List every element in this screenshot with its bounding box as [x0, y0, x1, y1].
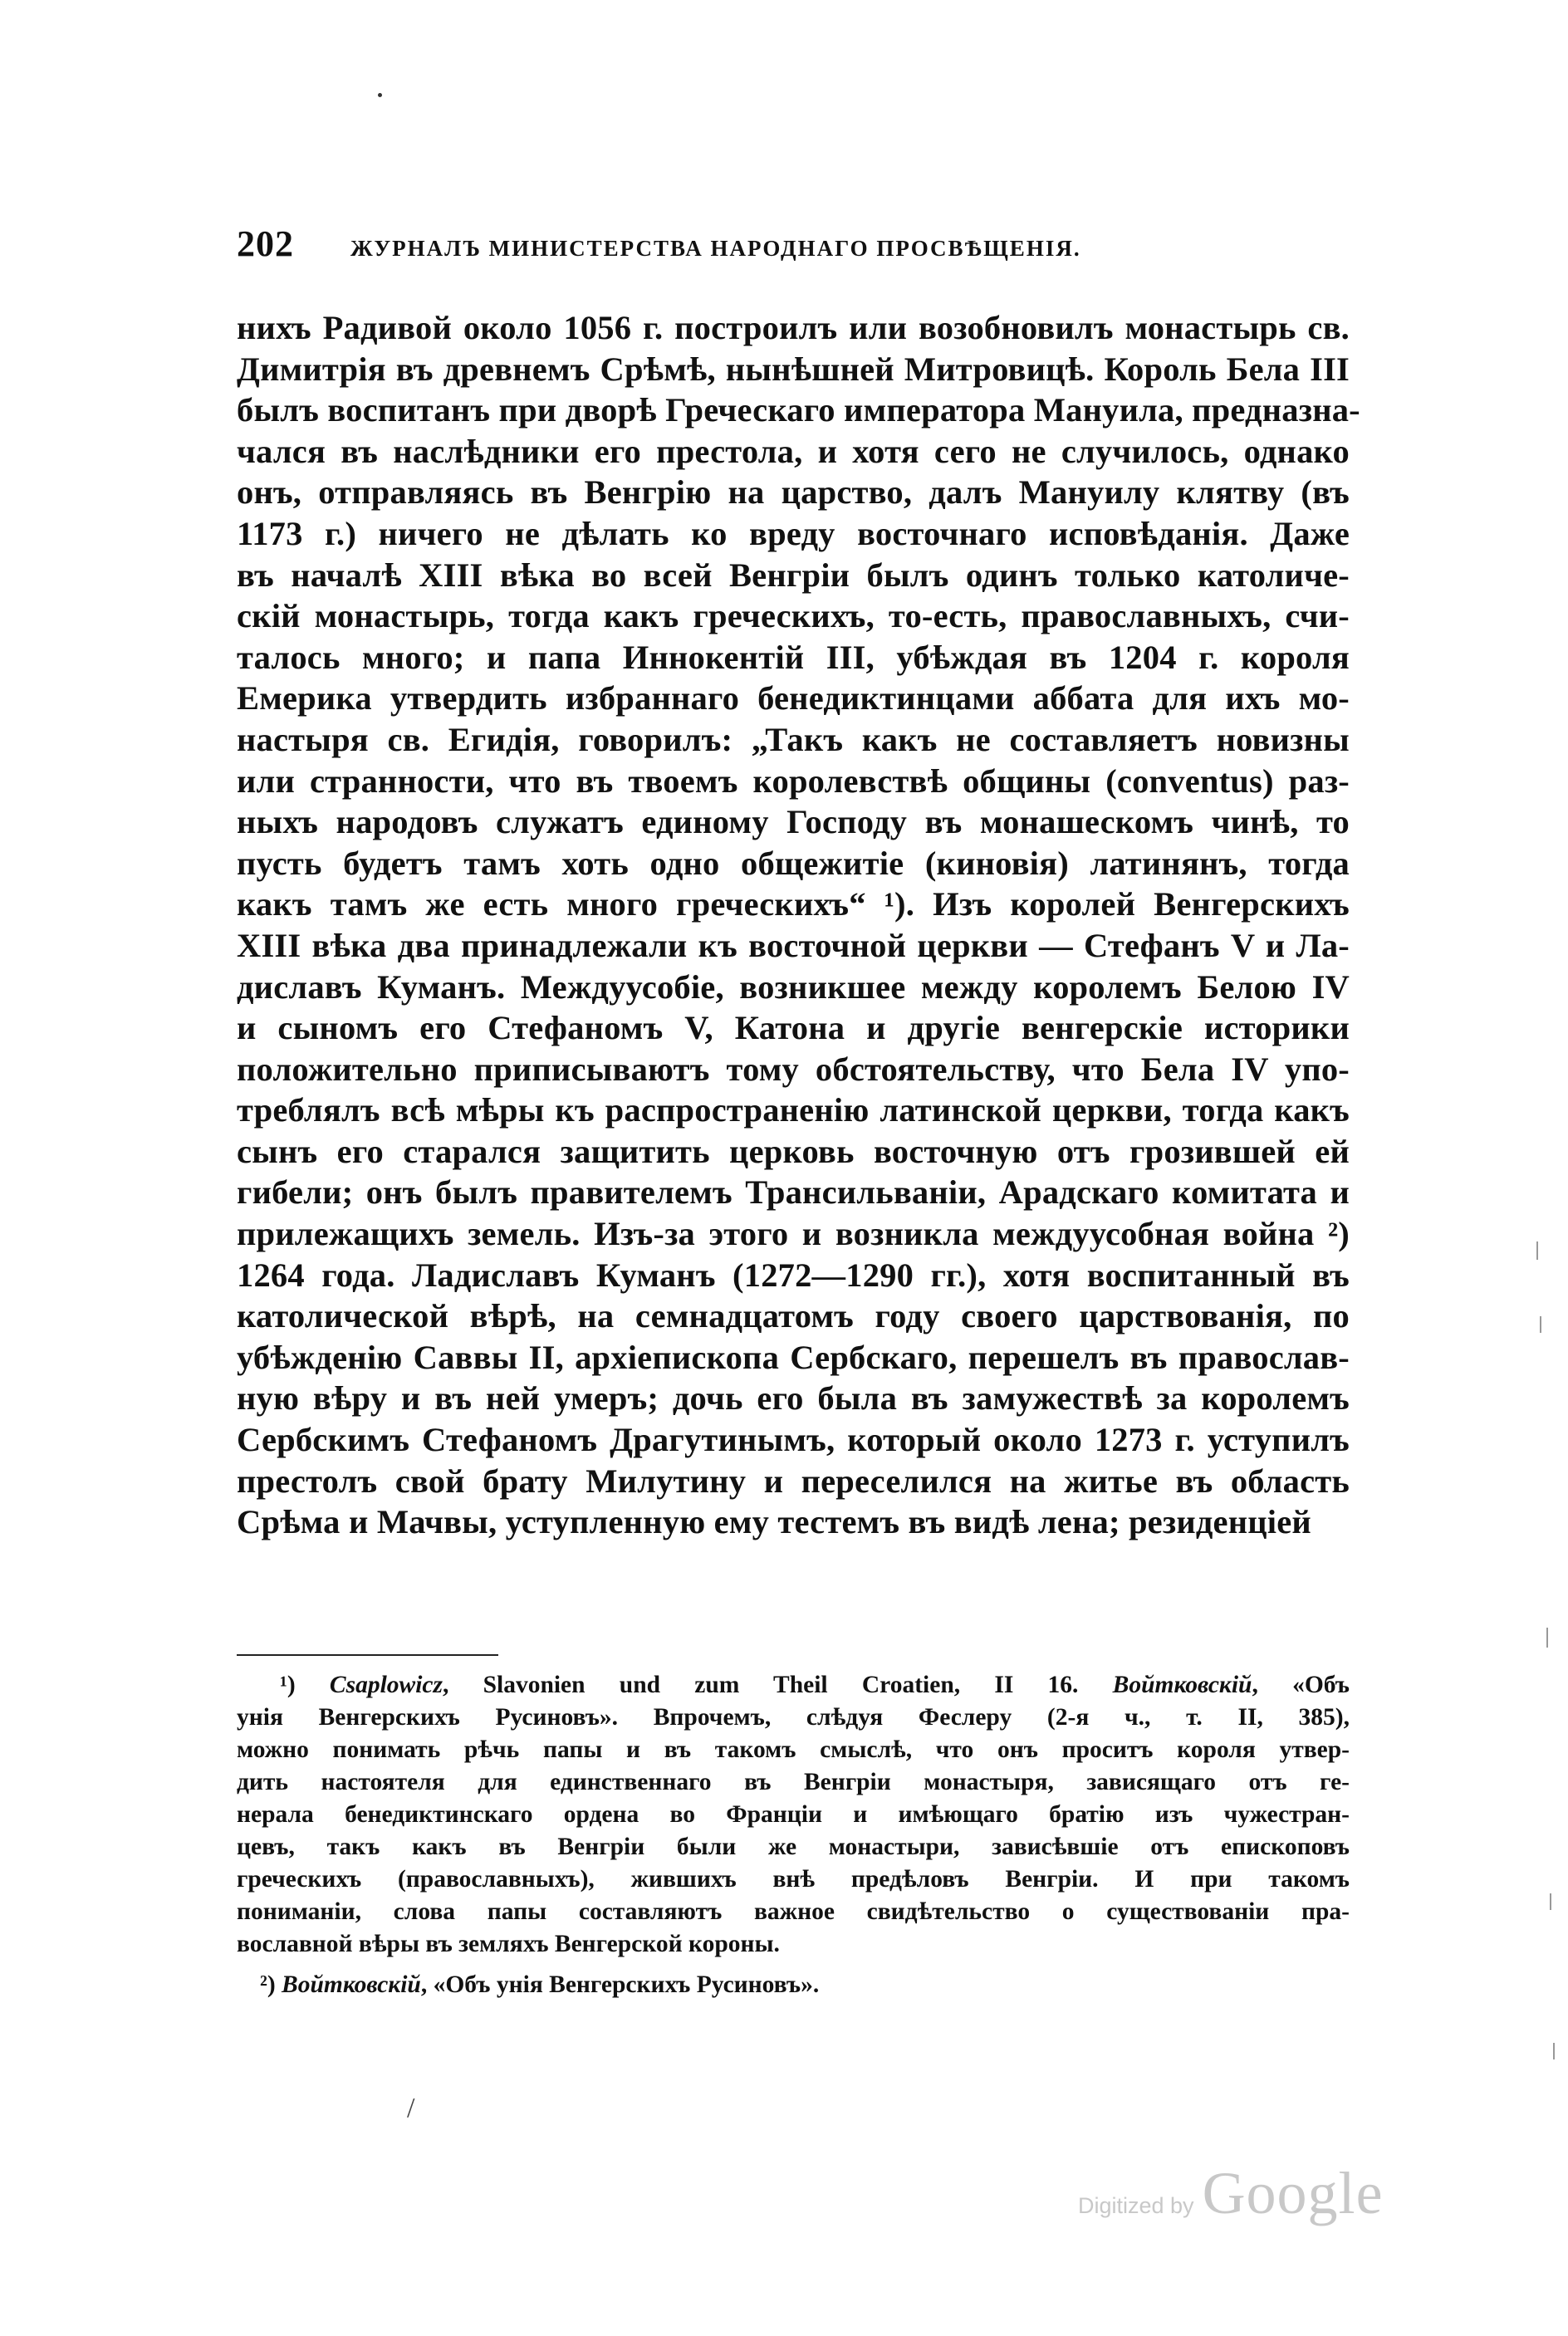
- text-line: католической вѣрѣ, на семнадцатомъ году своего царствованія, по: [237, 1297, 1350, 1335]
- text-line: настыря св. Егидія, говорилъ: „Такъ какъ не составляетъ новизны: [237, 720, 1350, 758]
- watermark-prefix: Digitized by: [1078, 2193, 1194, 2218]
- footnote-1-title-start: , «Объ: [1252, 1672, 1350, 1698]
- margin-tick: [1540, 1316, 1541, 1333]
- footnote-1-author: Csaplowicz: [329, 1672, 443, 1698]
- text-line: какъ тамъ же есть много греческихъ“ ¹). Изъ королей Венгерскихъ: [237, 885, 1350, 923]
- text-line: престолъ свой брату Милутину и переселился на житье въ область: [237, 1462, 1350, 1500]
- margin-tick: [1546, 1628, 1548, 1648]
- text-line: ную вѣру и въ ней умеръ; дочь его была въ замужествѣ за королемъ: [237, 1379, 1350, 1418]
- text-line: былъ воспитанъ при дворѣ Греческаго императора Мануила, предназна-: [237, 391, 1360, 429]
- text-line: прилежащихъ земель. Изъ-за этого и возникла междуусобная война ²): [237, 1215, 1350, 1253]
- footnote-2-author: Войтковскій: [282, 1971, 421, 1998]
- footnote-divider: [237, 1654, 498, 1656]
- margin-tick: [1553, 2043, 1555, 2059]
- text-line: треблялъ всѣ мѣры къ распространенію латинской церкви, тогда какъ: [237, 1091, 1350, 1129]
- text-line: положительно приписываютъ тому обстоятельству, что Бела IV упо-: [237, 1050, 1350, 1088]
- text-line: скій монастырь, тогда какъ греческихъ, то-есть, православныхъ, счи-: [237, 597, 1350, 635]
- text-line: или странности, что въ твоемъ королевствѣ общины (conventus) раз-: [237, 762, 1350, 800]
- text-line: XIII вѣка два принадлежали къ восточной церкви — Стефанъ V и Ла-: [237, 926, 1350, 964]
- text-line: диславъ Куманъ. Междуусобіе, возникшее между королемъ Белою IV: [237, 967, 1350, 1006]
- text-line: ныхъ народовъ служатъ единому Господу въ монашескомъ чинѣ, то: [237, 803, 1350, 841]
- footnote-1-line: цевъ, такъ какъ въ Венгріи были же монастыри, зависѣвшіе отъ епископовъ: [237, 1834, 1350, 1860]
- footnote-1-line: можно понимать рѣчь папы и въ такомъ смыслѣ, что онъ проситъ короля утвер-: [237, 1736, 1350, 1763]
- text-line: чался въ наслѣдники его престола, и хотя сего не случилось, однако: [237, 432, 1350, 470]
- text-line: нихъ Радивой около 1056 г. построилъ или возобновилъ монастырь св.: [237, 309, 1350, 346]
- text-line: Димитрія въ древнемъ Срѣмѣ, нынѣшней Митровицѣ. Король Бела III: [237, 350, 1350, 388]
- margin-tick: [1536, 1241, 1538, 1260]
- text-line: въ началѣ XIII вѣка во всей Венгріи былъ одинъ только католиче-: [237, 556, 1350, 594]
- footnote-2: [237, 1969, 1350, 2001]
- text-line: и сыномъ его Стефаномъ V, Катона и другіе венгерскіе историки: [237, 1009, 1350, 1047]
- footnote-1-line: дить настоятеля для единственнаго въ Венгріи монастыря, зависящаго отъ ге-: [237, 1769, 1350, 1795]
- page-header: [237, 223, 1217, 272]
- footnote-1-marker: ¹): [280, 1672, 296, 1698]
- text-line: Емерика утвердить избраннаго бенедиктинцами аббата для ихъ мо-: [237, 679, 1350, 717]
- main-text: [237, 307, 1360, 1543]
- text-line: сынъ его старался защитить церковь восточную отъ грозившей ей: [237, 1132, 1350, 1170]
- digitized-watermark: [1078, 2159, 1384, 2228]
- text-line: 1173 г.) ничего не дѣлать ко вреду восточнаго исповѣданія. Даже: [237, 514, 1350, 552]
- footnote-2-text: , «Объ унія Венгерскихъ Русиновъ».: [420, 1971, 820, 1998]
- text-line: онъ, отправляясь въ Венгрію на царство, далъ Мануилу клятву (въ: [237, 473, 1350, 512]
- text-line: убѣжденію Саввы II, архіепископа Сербскаго, перешелъ въ православ-: [237, 1338, 1350, 1376]
- footnote-2-marker: ²): [260, 1971, 276, 1998]
- footnote-1-author-2: Войтковскій: [1112, 1672, 1252, 1698]
- dust-speck: [378, 93, 382, 97]
- text-line: Сербскимъ Стефаномъ Драгутинымъ, который около 1273 г. уступилъ: [237, 1421, 1350, 1459]
- running-title: ЖУРНАЛЪ МИНИСТЕРСТВА НАРОДНАГО ПРОСВѢЩЕНІЯ.: [350, 236, 1081, 261]
- footnote-1-line: унія Венгерскихъ Русиновъ». Впрочемъ, слѣдуя Феслеру (2-я ч., т. II, 385),: [237, 1704, 1350, 1731]
- footnotes: [237, 1669, 1350, 2001]
- footnote-1-line: пониманіи, слова папы составляютъ важное свидѣтельство о существованіи пра-: [237, 1898, 1350, 1925]
- footnote-1-text: , Slavonien und zum Theil Croatien, II 16.: [442, 1672, 1113, 1698]
- margin-tick: [1550, 1893, 1551, 1910]
- text-line: 1264 года. Ладиславъ Куманъ (1272—1290 гг.), хотя воспитанный въ: [237, 1256, 1350, 1294]
- text-line: Срѣма и Мачвы, уступленную ему тестемъ въ видѣ лена; резиденціей: [237, 1503, 1311, 1541]
- footnote-1-line: нерала бенедиктинскаго ордена во Франціи и имѣющаго братію изъ чужестран-: [237, 1801, 1350, 1828]
- footnote-1-line: [237, 1669, 1350, 1702]
- text-line: пусть будетъ тамъ хоть одно общежитіе (киновія) латинянъ, тогда: [237, 844, 1350, 882]
- page-number: 202: [237, 223, 294, 264]
- footnote-1-line: греческихъ (православныхъ), жившихъ внѣ предѣловъ Венгріи. И при такомъ: [237, 1866, 1350, 1893]
- text-line: талось много; и папа Иннокентій III, убѣждая въ 1204 г. короля: [237, 638, 1350, 676]
- text-line: гибели; онъ былъ правителемъ Трансильваніи, Арадскаго комитата и: [237, 1173, 1350, 1212]
- watermark-brand-logo: Google: [1202, 2160, 1384, 2226]
- footnote-1-line: вославной вѣры въ земляхъ Венгерской короны.: [237, 1931, 780, 1957]
- stray-pen-mark: /: [407, 2093, 415, 2123]
